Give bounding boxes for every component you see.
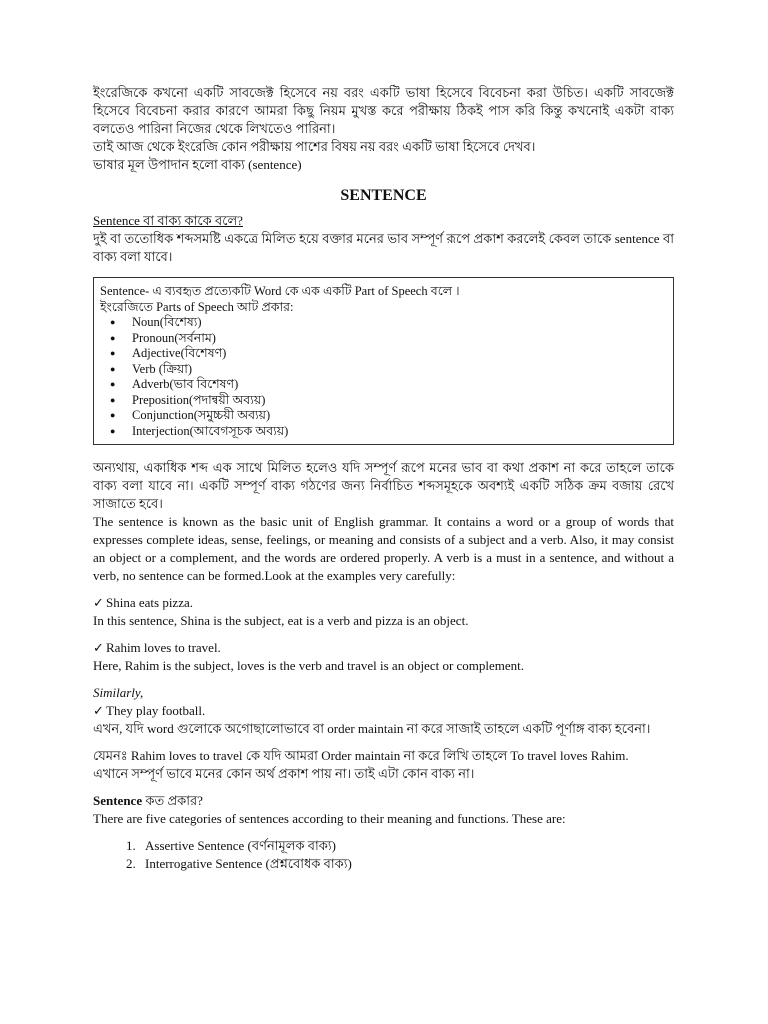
example-3 (93, 702, 674, 720)
example-2-sentence: Rahim loves to travel. (106, 640, 221, 655)
definition-question: Sentence বা বাক্য কাকে বলে? (93, 213, 243, 228)
example-3-note: এখন, যদি word গুলোকে অগোছালোভাবে বা order maintain না করে সাজাই তাহলে একটি পূর্ণাঙ্গ বাক্য হবেনা। (93, 721, 651, 736)
jemon-line-2: এখানে সম্পূর্ণ ভাবে মনের কোন অর্থ প্রকাশ পায় না। তাই এটা কোন বাক্য না। (93, 766, 475, 781)
example-1 (93, 594, 674, 612)
list-item: 2. Interrogative Sentence (প্রশ্নবোধক বাক্য) (139, 855, 674, 873)
page-title: SENTENCE (340, 187, 427, 204)
parts-of-speech-list (100, 315, 666, 439)
intro-line-3: ভাষার মূল উপাদান হলো বাক্য (sentence) (93, 157, 302, 172)
types-intro: There are five categories of sentences according to their meaning and functions. These are: (93, 811, 566, 826)
example-2 (93, 639, 674, 657)
list-item: ● Preposition(পদান্বয়ী অব্যয়) (132, 393, 666, 409)
list-item: 1. Assertive Sentence (বর্ণনামূলক বাক্য) (139, 837, 674, 855)
list-item: ● Conjunction(সমুচ্চয়ী অব্যয়) (132, 408, 666, 424)
check-icon: ✓ (93, 640, 104, 655)
similarly-label: Similarly, (93, 685, 144, 700)
types-heading-rest: কত প্রকার? (142, 793, 203, 808)
list-item: ● Interjection(আবেগসূচক অব্যয়) (132, 424, 666, 440)
parts-of-speech-box (93, 277, 674, 445)
list-item: ● Adjective(বিশেষণ) (132, 346, 666, 362)
list-item: ● Adverb(ভাব বিশেষণ) (132, 377, 666, 393)
intro-paragraph: ইংরেজিকে কখনো একটি সাবজেক্ট হিসেবে নয় বরং একটি ভাষা হিসেবে বিবেচনা করা উচিত। একটি সাবজেক্ট হিসেবে বিবেচনা করার কারণে আমরা কিছু নিয়ম মুখস্ত করে পরীক্ষায় ঠিকই পাস করি কিন্তু কখনোই একটা বাক্য বলতেও পারিনা নিজের থেকে লিখতেও পারিনা। (93, 85, 674, 136)
example-1-explanation: In this sentence, Shina is the subject, eat is a verb and pizza is an object. (93, 613, 469, 628)
example-1-sentence: Shina eats pizza. (106, 595, 193, 610)
list-item: ● Verb (ক্রিয়া) (132, 362, 666, 378)
types-heading-bold: Sentence (93, 793, 143, 808)
intro-line-2: তাই আজ থেকে ইংরেজি কোন পরীক্ষায় পাশের বিষয় নয় বরং একটি ভাষা হিসেবে দেখব। (93, 139, 536, 154)
list-item: ● Pronoun(সর্বনাম) (132, 331, 666, 347)
list-item: ● Noun(বিশেষ্য) (132, 315, 666, 331)
check-icon: ✓ (93, 703, 104, 718)
types-heading (93, 792, 674, 810)
example-2-explanation: Here, Rahim is the subject, loves is the verb and travel is an object or complement. (93, 658, 525, 673)
example-3-sentence: They play football. (106, 703, 206, 718)
definition-answer: দুই বা ততোধিক শব্দসমষ্টি একত্রে মিলিত হয়ে বক্তার মনের ভাব সম্পূর্ণ রূপে প্রকাশ করলেই কেবল তাকে sentence বা বাক্য বলা যাবে। (93, 231, 674, 264)
jemon-line-1: যেমনঃ Rahim loves to travel কে যদি আমরা Order maintain না করে লিখি তাহলে To travel loves Rahim. (93, 748, 629, 763)
otherwise-paragraph: অন্যথায়, একাধিক শব্দ এক সাথে মিলিত হলেও যদি সম্পূর্ণ রূপে মনের ভাব বা কথা প্রকাশ না করে তাহলে তাকে বাক্য বলা যাবে না। একটি সম্পূর্ণ বাক্য গঠণের জন্য নির্বাচিত শব্দসমূহকে অবশ্যই একটি সঠিক ক্রম বজায় রেখে সাজাতে হবে। (93, 460, 674, 511)
english-paragraph: The sentence is known as the basic unit of English grammar. It contains a word or a group of words that expresses complete ideas, sense, feelings, or meaning and consists of a subject and a verb. Also, it may consist an object or a complement, and the words are ordered properly. A verb is a must in a sentence, and without a verb, no sentence can be formed.Look at the examples very carefully: (93, 514, 674, 583)
box-line-1: Sentence- এ ব্যবহৃত প্রত্যেকটি Word কে এক একটি Part of Speech বলে । (100, 284, 460, 298)
check-icon: ✓ (93, 595, 104, 610)
box-line-2: ইংরেজিতে Parts of Speech আট প্রকার: (100, 299, 294, 314)
sentence-types-list (93, 837, 674, 873)
